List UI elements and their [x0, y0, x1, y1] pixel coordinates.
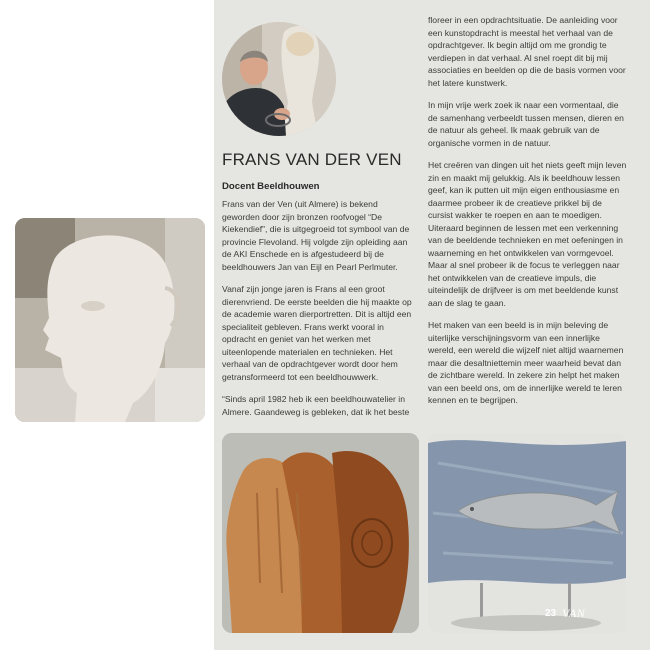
page-number: 23: [545, 608, 557, 619]
artist-name-heading: FRANS VAN DER VEN: [222, 150, 402, 169]
article-column-2: [428, 14, 628, 417]
paragraph: floreer in een opdrachtsituatie. De aanleiding voor een kunstopdracht is meestal het verhaal van de opdrachtgever. Ik begin altijd om me grondig te verdiepen in dat verhaal. Al snel roept dit bij mij associaties en beelden op die de basis vormen voor het latere kunstwerk.: [428, 15, 626, 88]
artist-portrait-photo: [222, 22, 336, 136]
article-column-1: [222, 198, 416, 428]
head-sculpture-photo: [15, 218, 205, 422]
paragraph: Het creëren van dingen uit het niets geeft mijn leven zin en maakt mij gelukkig. Als ik beeldhouw lessen geef, kan ik putten uit mijn eigen enthousiasme en daarmee probeer ik de creatieve prikkel bij de cursist wakker te roepen en aan te moedigen. Uiteraard beginnen de lessen met een verkenning van de beeldende technieken en met oefeningen in waarneming en het ontwikkelen van vormgevoel. Maar al snel probeer ik de focus te verleggen naar het ontwikkelen van de creatieve impuls, die uiteindelijk de drijfveer is om met beeldende kunst aan de slag te gaan.: [428, 160, 627, 308]
paragraph: Frans van der Ven (uit Almere) is bekend geworden door zijn bronzen roofvogel “De Kiekendief”, die is uitgegroeid tot symbool van de provincie Flevoland. Hij volgde zijn opleiding aan de AKI Enschede en is afgestudeerd bij de beeldhouwers Jan van Eijl en Pearl Perlmuter.: [222, 199, 410, 272]
paragraph: “Sinds april 1982 heb ik een beeldhouwatelier in Almere. Gaandeweg is gebleken, dat ik het beste: [222, 394, 410, 417]
paragraph: Het maken van een beeld is in mijn beleving de uiterlijke verschijningsvorm van een innerlijke wereld, een wereld die wijzelf niet altijd waarnemen maar die desaltniettemin meer waarheid bevat dan de zichtbare wereld. In zekere zin helpt het maken van een beeld ons, om de innerlijke wereld te leren kennen en te begrijpen.: [428, 320, 624, 405]
paragraph: In mijn vrije werk zoek ik naar een vormentaal, die de samenhang verbeeldt tussen mensen, dieren en de natuur als geheel. Ik maak gebruik van de organische vormen in de natuur.: [428, 100, 624, 148]
role-subheading: Docent Beeldhouwen: [222, 181, 320, 192]
paragraph: Vanaf zijn jonge jaren is Frans al een groot dierenvriend. De eerste beelden die hij maakte op de academie waren dierportretten. Dit is altijd een specialiteit gebleven. Frans werkt vooral in opdracht en geniet van het werken met uiteenlopende materialen en technieken. Het verhaal van de opdrachtgever wordt door hem getransformeerd tot een beeldhouwwerk.: [222, 284, 412, 382]
hands-sculpture-photo: [222, 433, 419, 633]
fish-sculpture-photo: [428, 433, 626, 633]
magazine-logo: VAN: [562, 606, 586, 620]
